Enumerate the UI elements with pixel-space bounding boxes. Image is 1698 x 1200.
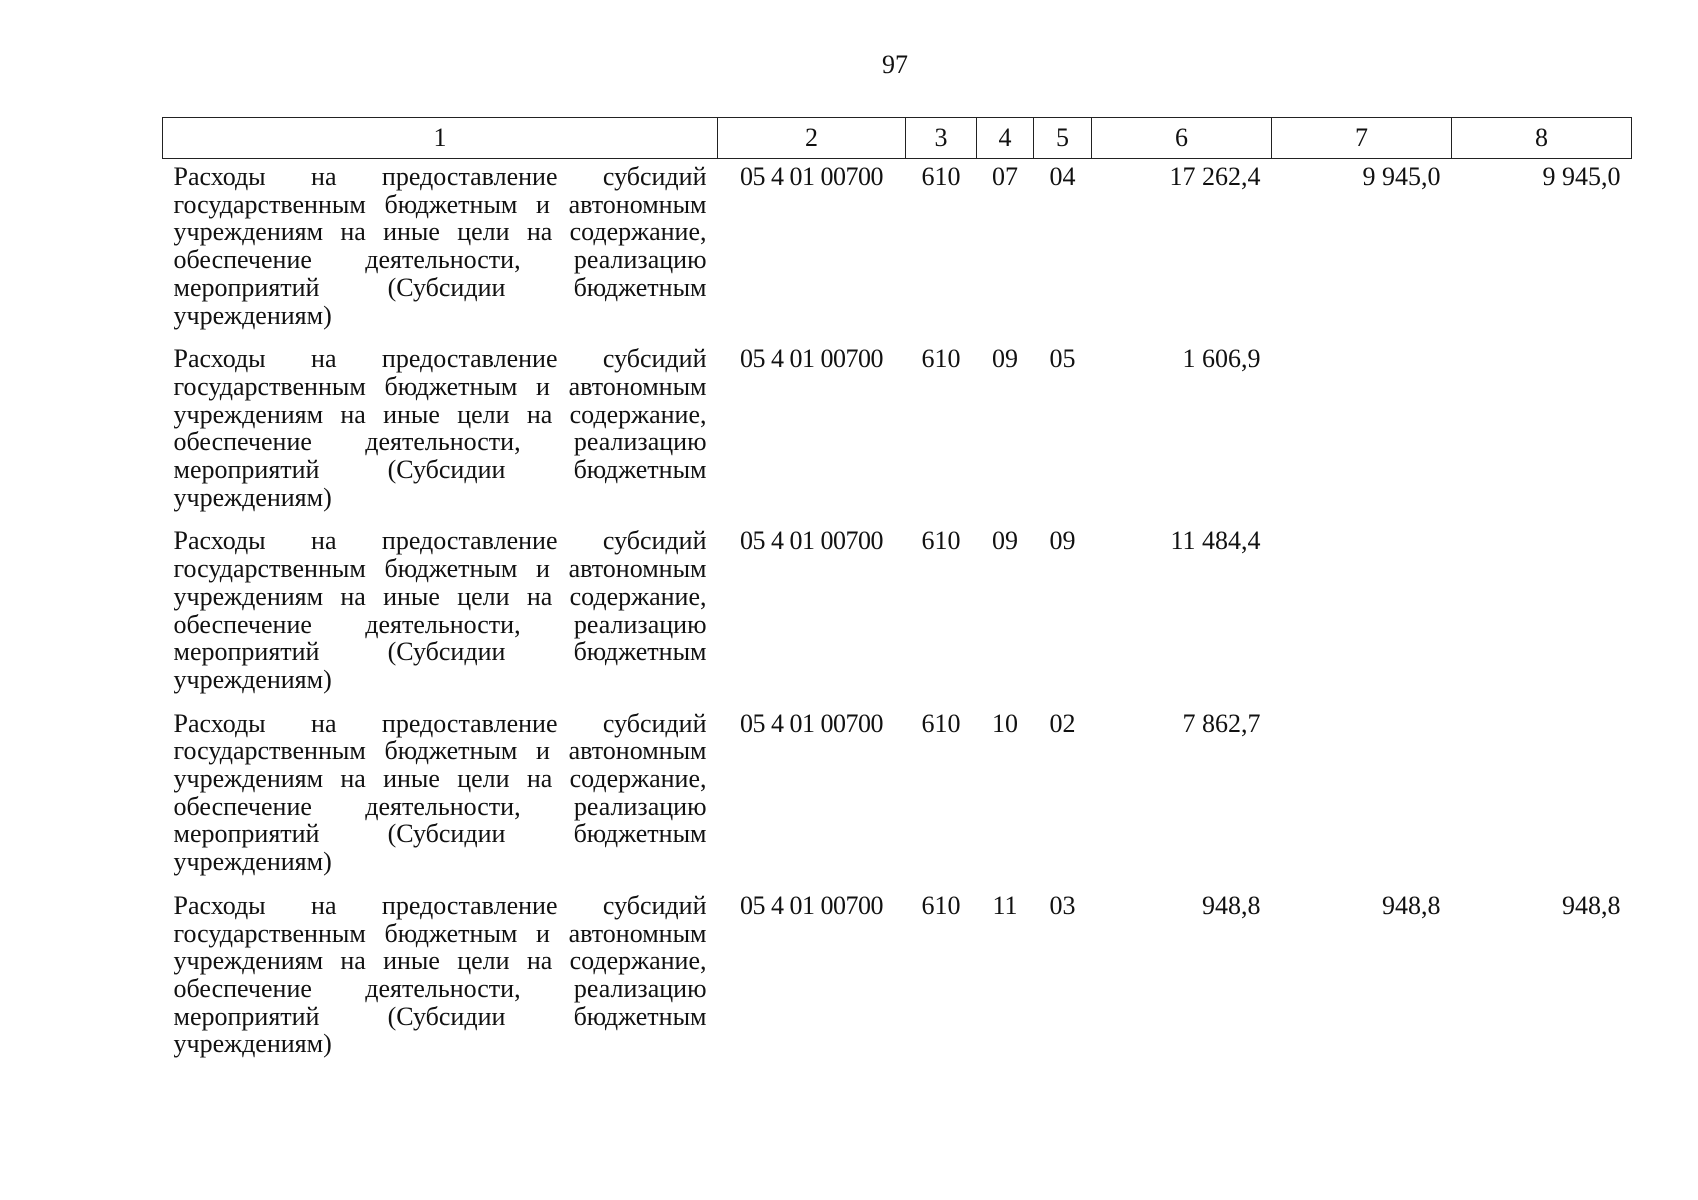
table-row (163, 341, 1632, 523)
row-amount-col6: 11 484,4 (1170, 526, 1261, 556)
table-row (163, 888, 1632, 1070)
row-amount-col6: 1 606,9 (1182, 344, 1261, 374)
row-description: Расходы на предоставление субсидий государственным бюджетным и автономным учреждениям на иные цели на содержание, обеспечение деятельности, реализацию мероприятий (Субсидии бюджетным учреждениям) (173, 526, 707, 694)
row-target-code: 05 4 01 00700 (740, 890, 883, 920)
table-row (163, 706, 1632, 888)
row-amount-col8: 9 945,0 (1542, 162, 1621, 191)
row-amount-col7 (1272, 341, 1452, 523)
column-header-8: 8 (1452, 118, 1632, 159)
column-header-3: 3 (906, 118, 977, 159)
row-amount-col7: 948,8 (1382, 890, 1441, 920)
row-expense-type: 610 (921, 526, 961, 556)
row-description: Расходы на предоставление субсидий государственным бюджетным и автономным учреждениям на иные цели на содержание, обеспечение деятельности, реализацию мероприятий (Субсидии бюджетным учреждениям) (173, 890, 707, 1059)
budget-table (162, 117, 1632, 1070)
row-section: 11 (992, 890, 1018, 920)
row-section: 09 (992, 526, 1018, 556)
page-number: 97 (882, 50, 908, 79)
row-target-code: 05 4 01 00700 (740, 526, 883, 556)
column-header-1: 1 (163, 118, 718, 159)
row-subsection: 05 (1049, 344, 1076, 374)
row-expense-type: 610 (921, 708, 961, 738)
row-amount-col8 (1452, 523, 1632, 705)
row-amount-col7 (1272, 523, 1452, 705)
header-row (163, 118, 1632, 159)
table-row (163, 523, 1632, 705)
row-expense-type: 610 (921, 344, 961, 374)
row-target-code: 05 4 01 00700 (740, 162, 883, 191)
row-expense-type: 610 (921, 890, 961, 920)
row-section: 07 (992, 162, 1018, 191)
row-expense-type: 610 (921, 162, 961, 191)
column-header-6: 6 (1092, 118, 1272, 159)
row-section: 09 (992, 344, 1018, 374)
table-row (163, 159, 1632, 342)
column-header-7: 7 (1272, 118, 1452, 159)
row-subsection: 09 (1049, 526, 1076, 556)
row-subsection: 02 (1049, 708, 1076, 738)
row-amount-col6: 7 862,7 (1182, 708, 1261, 738)
row-amount-col6: 948,8 (1202, 890, 1261, 920)
row-amount-col6: 17 262,4 (1169, 162, 1261, 191)
row-subsection: 03 (1049, 890, 1076, 920)
row-amount-col8 (1452, 341, 1632, 523)
row-target-code: 05 4 01 00700 (740, 708, 883, 738)
row-section: 10 (992, 708, 1018, 738)
column-header-4: 4 (977, 118, 1034, 159)
table-header (163, 118, 1632, 159)
column-header-5: 5 (1034, 118, 1092, 159)
column-header-2: 2 (718, 118, 906, 159)
row-description: Расходы на предоставление субсидий государственным бюджетным и автономным учреждениям на иные цели на содержание, обеспечение деятельности, реализацию мероприятий (Субсидии бюджетным учреждениям) (173, 162, 707, 330)
row-description: Расходы на предоставление субсидий государственным бюджетным и автономным учреждениям на иные цели на содержание, обеспечение деятельности, реализацию мероприятий (Субсидии бюджетным учреждениям) (173, 344, 707, 512)
table-body (163, 159, 1632, 1071)
row-amount-col7 (1272, 706, 1452, 888)
row-amount-col7: 9 945,0 (1362, 162, 1441, 191)
row-description: Расходы на предоставление субсидий государственным бюджетным и автономным учреждениям на иные цели на содержание, обеспечение деятельности, реализацию мероприятий (Субсидии бюджетным учреждениям) (173, 708, 707, 877)
row-subsection: 04 (1049, 162, 1076, 191)
row-amount-col8: 948,8 (1562, 890, 1621, 920)
row-target-code: 05 4 01 00700 (740, 344, 883, 374)
row-amount-col8 (1452, 706, 1632, 888)
